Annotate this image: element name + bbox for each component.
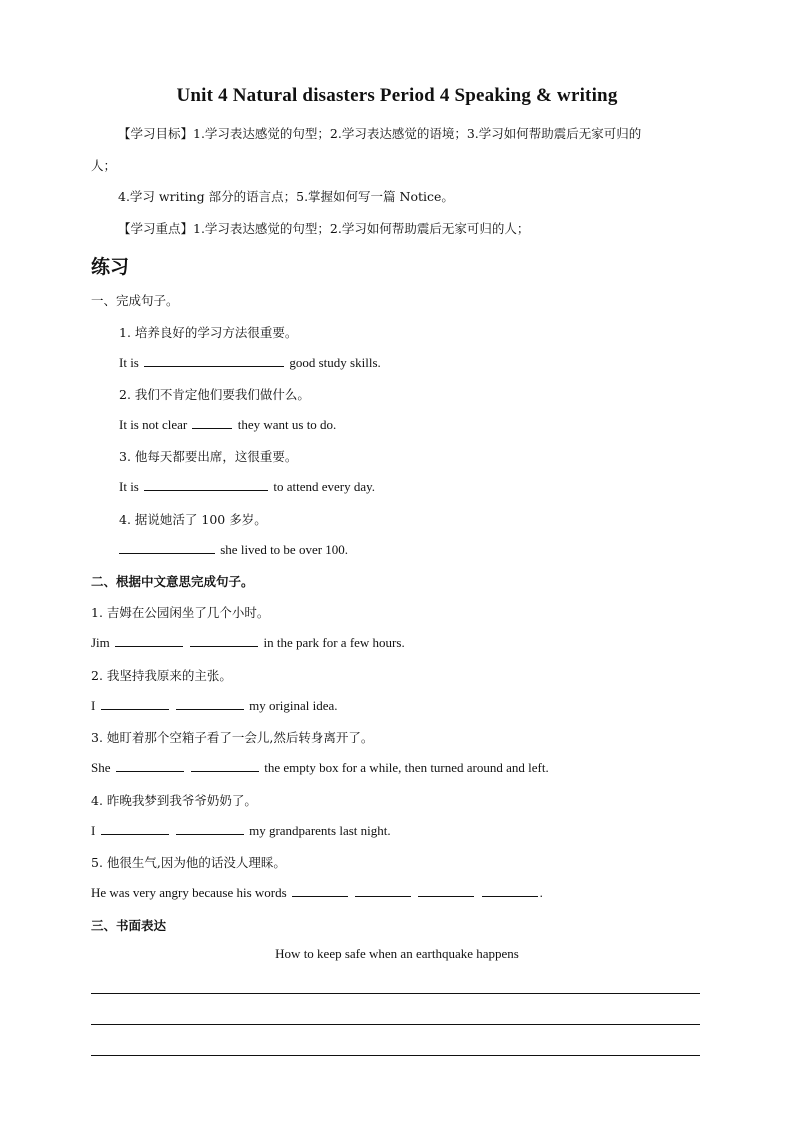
part1-item3-cn: 3. 他每天都要出席，这很重要。 bbox=[119, 449, 298, 464]
answer-blank[interactable] bbox=[101, 822, 169, 835]
part2-item2-en bbox=[91, 697, 338, 714]
part1-item4-suffix: she lived to be over 100. bbox=[220, 542, 349, 557]
part2-item5-prefix: He was very angry because his words bbox=[91, 885, 287, 900]
part1-item3-suffix: to attend every day. bbox=[273, 479, 376, 494]
part2-item4-suffix: my grandparents last night. bbox=[249, 823, 391, 838]
part2-item3-suffix: the empty box for a while, then turned around and left. bbox=[264, 760, 549, 775]
part2-item2-prefix: I bbox=[91, 698, 96, 713]
part2-item2-suffix: my original idea. bbox=[249, 698, 338, 713]
answer-blank[interactable] bbox=[482, 884, 538, 897]
part2-item5-suffix: . bbox=[539, 885, 543, 900]
answer-blank[interactable] bbox=[192, 416, 232, 429]
writing-topic: How to keep safe when an earthquake happens bbox=[275, 946, 519, 961]
part2-item5-en bbox=[91, 884, 543, 901]
learning-objectives-line1-cont: 人； bbox=[91, 158, 117, 173]
part1-item2-cn: 2. 我们不肯定他们要我们做什么。 bbox=[119, 387, 310, 402]
answer-blank[interactable] bbox=[116, 759, 184, 772]
part2-item2-cn: 2. 我坚持我原来的主张。 bbox=[91, 668, 232, 683]
section-title: 练习 bbox=[91, 256, 130, 278]
learning-objectives-line2: 4.学习 writing 部分的语言点；5.掌握如何写一篇 Notice。 bbox=[118, 189, 454, 204]
part3-heading: 三、书面表达 bbox=[91, 918, 167, 933]
answer-blank[interactable] bbox=[176, 697, 244, 710]
part2-item1-en bbox=[91, 634, 405, 651]
page-title: Unit 4 Natural disasters Period 4 Speaking & writing bbox=[176, 85, 618, 106]
answer-blank[interactable] bbox=[144, 478, 268, 491]
answer-blank[interactable] bbox=[292, 884, 348, 897]
part2-item3-prefix: She bbox=[91, 760, 111, 775]
part2-heading: 二、根据中文意思完成句子。 bbox=[91, 574, 254, 589]
writing-line[interactable] bbox=[91, 993, 700, 994]
part2-item4-prefix: I bbox=[91, 823, 96, 838]
answer-blank[interactable] bbox=[355, 884, 411, 897]
part2-item5-cn: 5. 他很生气,因为他的话没人理睬。 bbox=[91, 855, 286, 870]
learning-objectives-line1: 【学习目标】1.学习表达感觉的句型；2.学习表达感觉的语境；3.学习如何帮助震后无家可归的 bbox=[118, 126, 642, 141]
part1-item1-suffix: good study skills. bbox=[289, 355, 381, 370]
answer-blank[interactable] bbox=[190, 634, 258, 647]
writing-line[interactable] bbox=[91, 1024, 700, 1025]
answer-blank[interactable] bbox=[191, 759, 259, 772]
part2-item1-cn: 1. 吉姆在公园闲坐了几个小时。 bbox=[91, 605, 270, 620]
part2-item1-prefix: Jim bbox=[91, 635, 110, 650]
part1-item4-cn: 4. 据说她活了 100 多岁。 bbox=[119, 512, 267, 527]
answer-blank[interactable] bbox=[144, 354, 284, 367]
part1-item1-prefix: It is bbox=[119, 355, 139, 370]
part2-item3-cn: 3. 她盯着那个空箱子看了一会儿,然后转身离开了。 bbox=[91, 730, 374, 745]
part1-item2-prefix: It is not clear bbox=[119, 417, 188, 432]
part1-item4-en bbox=[119, 541, 348, 558]
answer-blank[interactable] bbox=[418, 884, 474, 897]
part1-item3-prefix: It is bbox=[119, 479, 139, 494]
part1-item1-en bbox=[119, 354, 381, 371]
answer-blank[interactable] bbox=[176, 822, 244, 835]
part1-item1-cn: 1. 培养良好的学习方法很重要。 bbox=[119, 325, 298, 340]
part2-item4-en bbox=[91, 822, 391, 839]
part1-item2-en bbox=[119, 416, 336, 433]
part1-item2-suffix: they want us to do. bbox=[237, 417, 337, 432]
part1-item3-en bbox=[119, 478, 375, 495]
part2-item4-cn: 4. 昨晚我梦到我爷爷奶奶了。 bbox=[91, 793, 257, 808]
answer-blank[interactable] bbox=[119, 541, 215, 554]
answer-blank[interactable] bbox=[115, 634, 183, 647]
part2-item1-suffix: in the park for a few hours. bbox=[263, 635, 405, 650]
answer-blank[interactable] bbox=[101, 697, 169, 710]
part1-heading: 一、完成句子。 bbox=[91, 293, 179, 308]
key-points: 【学习重点】1.学习表达感觉的句型；2.学习如何帮助震后无家可归的人； bbox=[118, 221, 530, 236]
part2-item3-en bbox=[91, 759, 549, 776]
writing-line[interactable] bbox=[91, 1055, 700, 1056]
